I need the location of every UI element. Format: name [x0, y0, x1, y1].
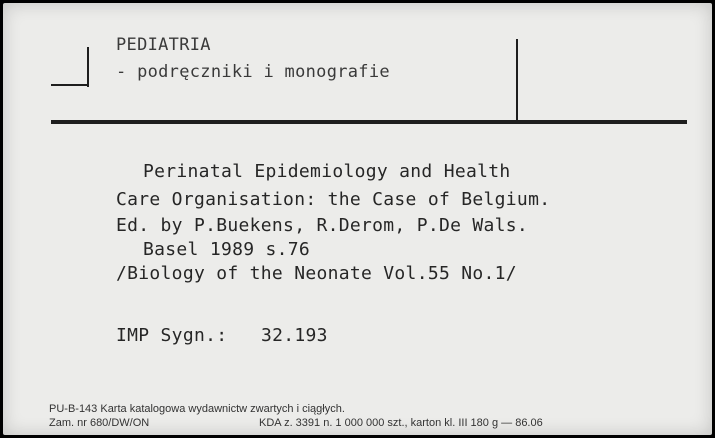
header-left-bracket-horizontal	[51, 84, 89, 86]
footer-order-number: Zam. nr 680/DW/ON	[49, 417, 150, 429]
subject-subheading: - podręczniki i monografie	[116, 62, 390, 82]
series-line: /Biology of the Neonate Vol.55 No.1/	[116, 263, 517, 284]
title-line-1: Perinatal Epidemiology and Health	[143, 161, 511, 182]
header-right-divider	[516, 39, 518, 121]
footer-form-line: PU-B-143 Karta katalogowa wydawnictw zwartych i ciągłych.	[49, 403, 345, 415]
imprint-line: Basel 1989 s.76	[143, 239, 311, 260]
header-separator-line	[51, 120, 687, 124]
catalog-card	[3, 3, 712, 435]
header-left-bracket-vertical	[87, 47, 89, 87]
editors-line: Ed. by P.Buekens, R.Derom, P.De Wals.	[116, 215, 529, 236]
signature-label: IMP Sygn.:	[116, 325, 228, 346]
subject-heading: PEDIATRIA	[116, 35, 211, 55]
footer-print-info: KDA z. 3391 n. 1 000 000 szt., karton kl. III 180 g — 86.06	[259, 417, 543, 429]
title-line-2: Care Organisation: the Case of Belgium.	[116, 189, 551, 210]
signature-value: 32.193	[261, 325, 328, 346]
